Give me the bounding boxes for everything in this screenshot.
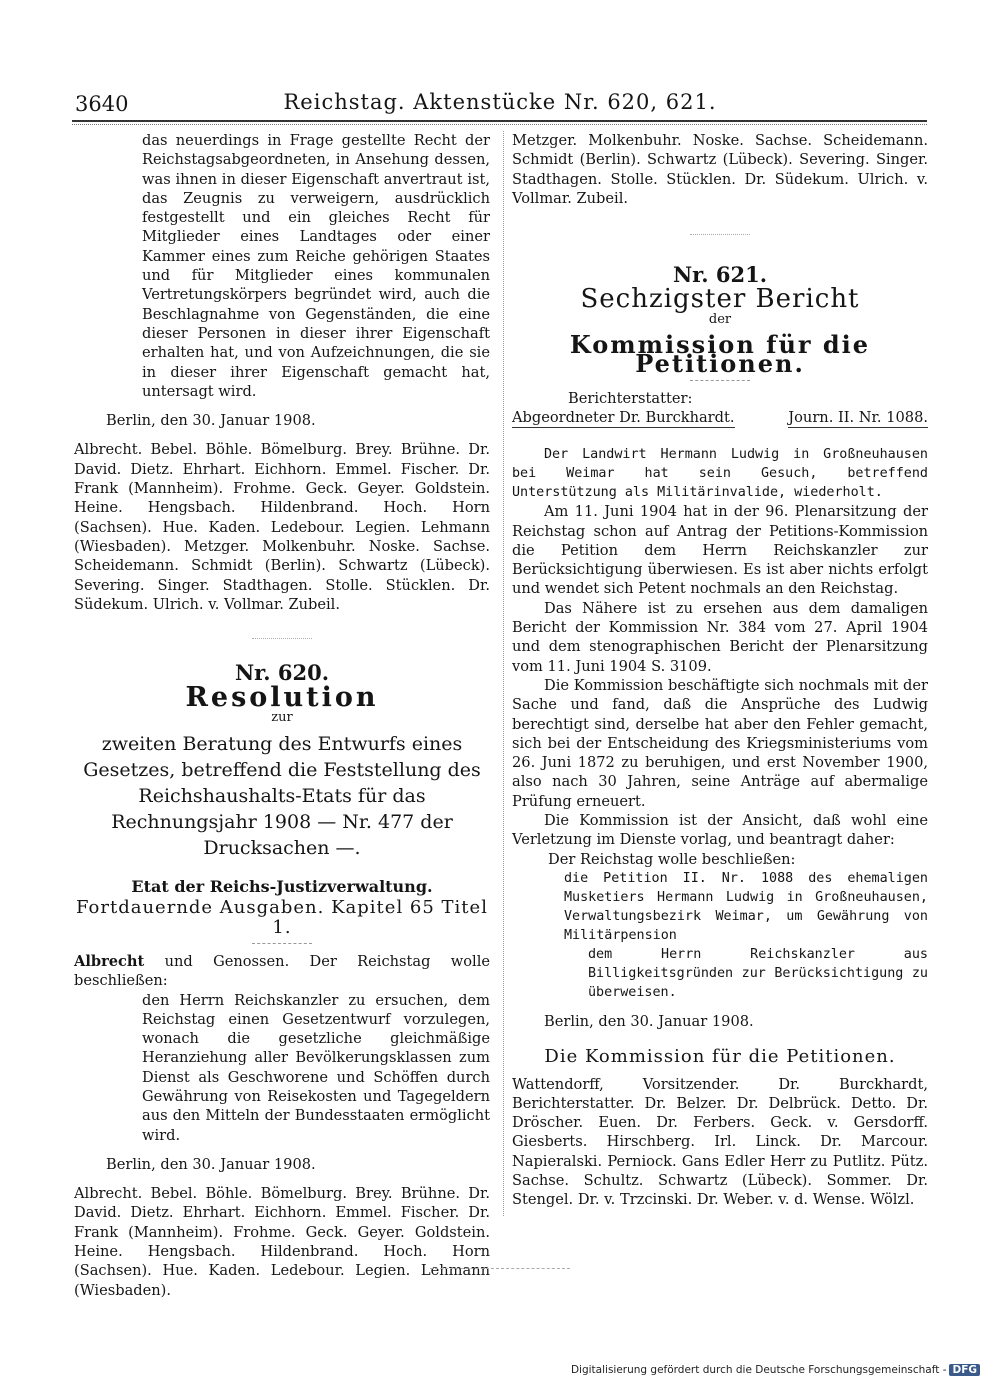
report-paragraph-2: Am 11. Juni 1904 hat in der 96. Plenarsitzung der Reichstag schon auf Antrag der Petitions-Kommission die Petition dem Herrn Reichskanzler zur Berücksichtigung überwiesen. Es ist aber nichts erfolgt und wendet sich Petent nochmals an den Reichstag. — [512, 503, 928, 598]
date-line: Berlin, den 30. Januar 1908. — [106, 1155, 316, 1173]
document-heading: Resolution — [185, 682, 379, 714]
reporter-row — [512, 408, 928, 429]
motion-intro — [74, 952, 490, 991]
document-number: Nr. 621. — [672, 262, 768, 288]
running-header: Reichstag. Aktenstücke Nr. 620, 621. — [283, 90, 717, 114]
signatories-continuation: Metzger. Molkenbuhr. Noske. Sachse. Scheidemann. Schmidt (Berlin). Schwartz (Lübeck). Severing. Singer. Stadthagen. Stolle. Stücklen. Dr. Südekum. Ulrich. v. Vollmar. Zubeil. — [512, 132, 928, 207]
digitization-footer — [571, 1364, 980, 1376]
commission-heading: Kommission für die Petitionen. — [569, 330, 871, 379]
document-subtitle: zweiten Beratung des Entwurfs eines Gesetzes, betreffend die Feststellung des Reichshaushalts-Etats für das Rechnungsjahr 1908 — Nr. 477 der Drucksachen —. — [83, 733, 481, 860]
motion-intro-text: und Genossen. Der Reichstag wolle beschließen: — [74, 952, 490, 990]
reporter-label: Berichterstatter: — [568, 389, 693, 407]
section-rule — [690, 380, 750, 381]
motion-text: den Herrn Reichskanzler zu ersuchen, dem Reichstag einen Gesetzentwurf vorzulegen, wonach die gesetzliche gleichmäßige Heranziehung aller Bevölkerungsklassen zum Dienst als Geschworene und Schöffen durch Gewährung von Reisekosten und Tagegeldern aus den Mitteln der Bundesstaaten ermöglicht wird. — [142, 991, 490, 1144]
resolve-text-2: dem Herrn Reichskanzler aus Billigkeitsgründen zur Berücksichtigung zu überweisen. — [588, 946, 928, 1000]
resolve-text: die Petition II. Nr. 1088 des ehemaligen Musketiers Hermann Ludwig in Großneuhausen, Verwaltungsbezirk Weimar, um Gewährung von Militärpension — [564, 870, 928, 943]
section-subheading: Fortdauernde Ausgaben. Kapitel 65 Titel 1. — [76, 897, 488, 938]
report-paragraph-1: Der Landwirt Hermann Ludwig in Großneuhausen bei Weimar hat sein Gesuch, betreffend Unterstützung als Militärinvalide, wiederholt. — [512, 447, 928, 501]
signatories-list: Albrecht. Bebel. Böhle. Bömelburg. Brey. Brühne. Dr. David. Dietz. Ehrhart. Eichhorn. Emmel. Fischer. Dr. Frank (Mannheim). Frohme. Geck. Geyer. Goldstein. Heine. Hengsbach. Hildenbrand. Hoch. Horn (Sachsen). Hue. Kaden. Ledebour. Legien. Lehmann (Wiesbaden). Metzger. Molkenbuhr. Noske. Sachse. Scheidemann. Schmidt (Berlin). Schwartz (Lübeck). Severing. Singer. Stadthagen. Stolle. Stücklen. Dr. Südekum. Ulrich. v. Vollmar. Zubeil. — [74, 441, 490, 613]
signatories-list: Albrecht. Bebel. Böhle. Bömelburg. Brey. Brühne. Dr. David. Dietz. Ehrhart. Eichhorn. Emmel. Fischer. Dr. Frank (Mannheim). Frohme. Geck. Geyer. Goldstein. Heine. Hengsbach. Hildenbrand. Hoch. Horn (Sachsen). Hue. Kaden. Ledebour. Legien. Lehmann (Wiesbaden). — [74, 1185, 490, 1299]
motion-name: Albrecht — [74, 952, 145, 970]
header-rule-dotted — [72, 124, 927, 125]
heading-zur: zur — [271, 709, 293, 725]
page-number: 3640 — [75, 92, 129, 116]
report-paragraph-4: Die Kommission beschäftigte sich nochmals mit der Sache und fand, daß die Ansprüche des Ludwig berechtigt sind, derselbe hat aber den Fehler gemacht, sich bei der Entscheidung des Kriegsministeriums vom 26. Juni 1872 zu beruhigen, und erst November 1900, also nach 30 Jahren, seine Anträge auf abermalige Prüfung erneuert. — [512, 676, 928, 810]
date-line: Berlin, den 30. Januar 1908. — [106, 412, 316, 430]
left-column — [74, 131, 490, 1300]
section-ornament — [252, 638, 312, 639]
dfg-logo: DFG — [949, 1364, 980, 1376]
commission-signature-heading: Die Kommission für die Petitionen. — [544, 1046, 896, 1068]
reporter-name: Abgeordneter Dr. Burckhardt. — [512, 408, 735, 428]
document-number: Nr. 620. — [234, 660, 330, 686]
report-heading: Sechzigster Bericht — [580, 284, 860, 315]
date-line: Berlin, den 30. Januar 1908. — [544, 1012, 754, 1030]
heading-der: der — [708, 311, 732, 327]
section-ornament — [690, 234, 750, 235]
column-divider — [503, 131, 504, 1216]
footer-text: Digitalisierung gefördert durch die Deutsche Forschungsgemeinschaft - — [570, 1364, 947, 1376]
section-rule — [252, 943, 312, 944]
section-heading: Etat der Reichs-Justizverwaltung. — [131, 877, 433, 897]
report-paragraph-5: Die Kommission ist der Ansicht, daß wohl eine Verletzung im Dienste vorlag, und beantragt daher: — [512, 812, 928, 849]
right-column — [512, 131, 928, 1210]
report-paragraph-3: Das Nähere ist zu ersehen aus dem damaligen Bericht der Kommission Nr. 384 vom 27. April 1904 und dem stenographischen Bericht der Plenarsitzung vom 11. Juni 1904 S. 3109. — [512, 599, 928, 675]
resolve-intro: Der Reichstag wolle beschließen: — [548, 850, 796, 868]
page-end-rule — [430, 1268, 570, 1269]
petition-continuation: das neuerdings in Frage gestellte Recht der Reichstagsabgeordneten, in Ansehung dessen, was ihnen in dieser Eigenschaft anvertraut ist, das Zeugnis zu verweigern, ausdrücklich festgestellt und ein gleiches Recht für Mitglieder eines Landtages oder einer Kammer eines zum Reiche gehörigen Staates und für Mitglieder eines kommunalen Vertretungskörpers begründet wird, auch die Beschlagnahme von Gegenständen, die eine dieser Personen in dieser ihrer Eigenschaft erhalten hat, und von Aufzeichnungen, die sie in dieser ihrer Eigenschaft gemacht hat, untersagt wird. — [142, 132, 490, 400]
journal-number: Journ. II. Nr. 1088. — [788, 408, 928, 428]
commission-members: Wattendorff, Vorsitzender. Dr. Burckhardt, Berichterstatter. Dr. Belzer. Dr. Delbrück. Detto. Dr. Dröscher. Euen. Dr. Ferbers. Geck. v. Gersdorff. Giesberts. Hirschberg. Irl. Linck. Dr. Marcour. Napieralski. Perniock. Gans Edler Herr zu Putlitz. Pütz. Sachse. Schultz. Schwartz (Lübeck). Sommer. Dr. Stengel. Dr. v. Trzcinski. Dr. Weber. v. d. Wense. Wölzl. — [512, 1075, 928, 1209]
header-rule — [72, 120, 927, 122]
